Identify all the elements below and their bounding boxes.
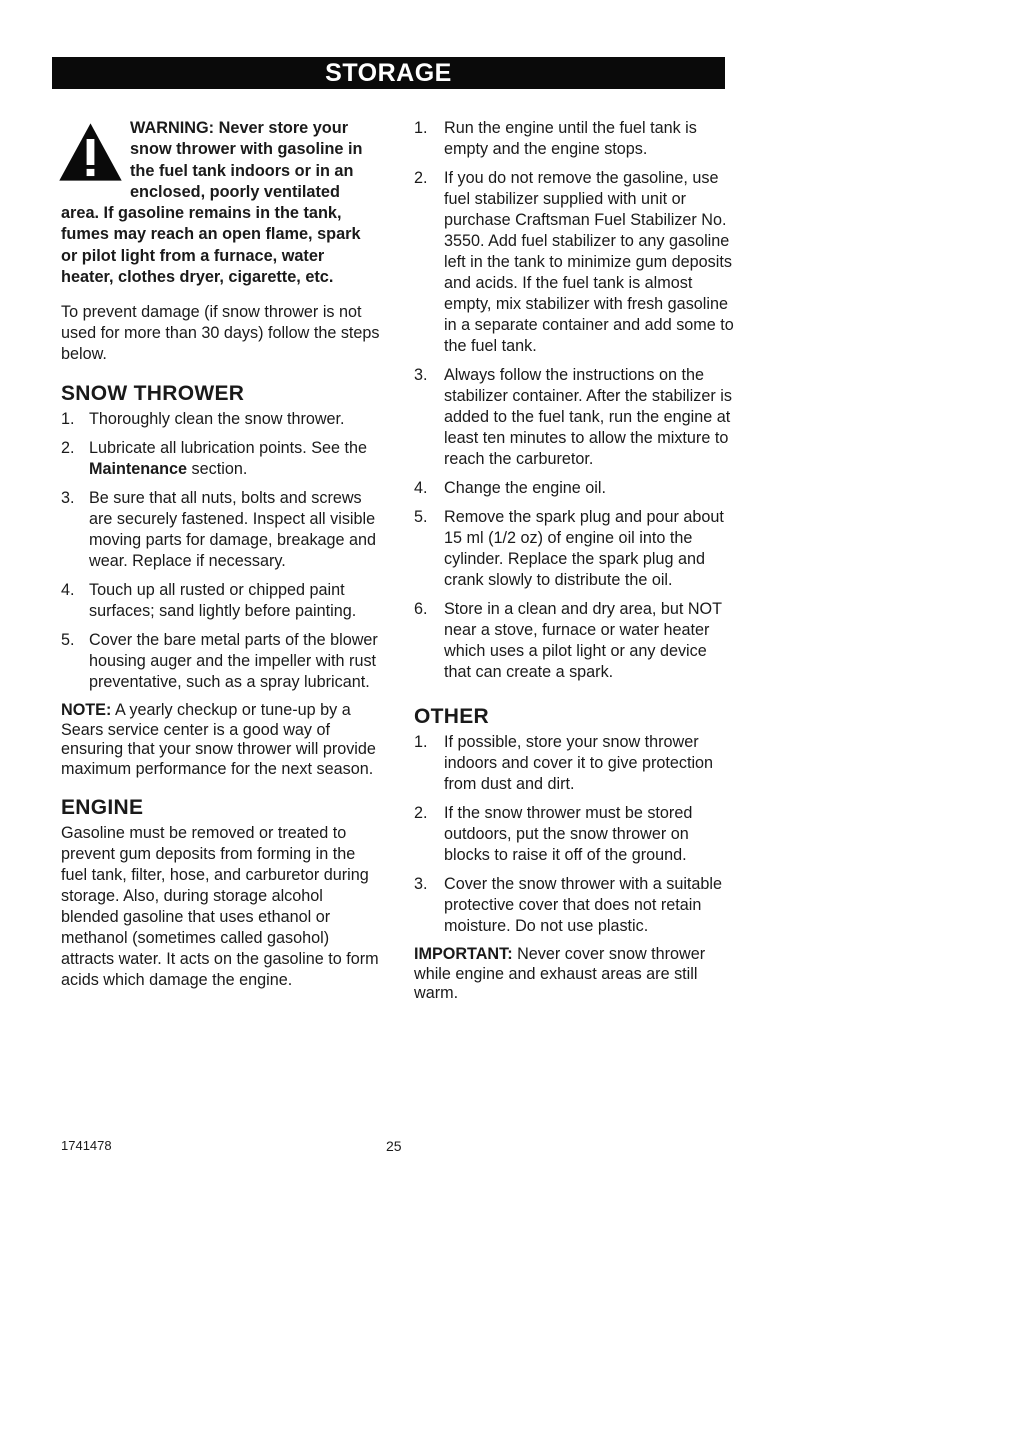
engine-paragraph: Gasoline must be removed or treated to prevent gum deposits from forming in the fuel tank, filter, hose, and carburetor during storage. Also, during storage alcohol blended gasoline that uses ethanol or methanol (sometimes called gasohol) attracts water. It acts on the gasoline to form acids which damage the engine. — [61, 824, 379, 990]
maintenance-reference: Maintenance — [89, 460, 188, 479]
list-item: 3. Always follow the instructions on the stabilizer container. After the stabilizer is added to the fuel tank, run the engine at least ten minutes to allow the mixture to reach the carburetor. — [414, 366, 732, 468]
intro-paragraph: To prevent damage (if snow thrower is not used for more than 30 days) follow the steps below. — [61, 303, 380, 364]
list-item: 1. If possible, store your snow thrower indoors and cover it to give protection from dust and dirt. — [414, 733, 714, 793]
list-item: 2. Lubricate all lubrication points. See the Maintenance section. — [61, 439, 368, 479]
engine-heading: ENGINE — [61, 796, 144, 820]
list-item: 4. Touch up all rusted or chipped paint surfaces; sand lightly before painting. — [61, 581, 357, 621]
note-paragraph: NOTE: A yearly checkup or tune-up by a Sears service center is a good way of ensuring that your snow thrower will provide maximum performance for the next season. — [61, 701, 376, 778]
list-item: 3. Cover the snow thrower with a suitable protective cover that does not retain moisture. Do not use plastic. — [414, 875, 723, 935]
storage-banner: STORAGE — [52, 57, 725, 89]
list-item: 1. Run the engine until the fuel tank is empty and the engine stops. — [414, 119, 697, 158]
list-item: 5. Remove the spark plug and pour about 15 ml (1/2 oz) of engine oil into the cylinder. Replace the spark plug and crank slowly to distribute the oil. — [414, 508, 724, 589]
important-paragraph: IMPORTANT: Never cover snow thrower while engine and exhaust areas are still warm. — [414, 945, 706, 1002]
note-label: NOTE: — [61, 701, 112, 720]
list-item: 4. Change the engine oil. — [414, 479, 607, 497]
list-item: 1. Thoroughly clean the snow thrower. — [61, 410, 345, 429]
list-item: 6. Store in a clean and dry area, but NOT near a stove, furnace or water heater which uses a pilot light or any device that can create a spark. — [414, 600, 722, 681]
snow-thrower-steps — [61, 409, 381, 693]
list-item: 2. If you do not remove the gasoline, use fuel stabilizer supplied with unit or purchase Craftsman Fuel Stabilizer No. 3550. Add fuel stabilizer to any gasoline left in the tank to minimize gum deposits and acids. If the fuel tank is almost empty, mix stabilizer with fresh gasoline in a separate container and add some to the fuel tank. — [414, 169, 734, 355]
warning-text: WARNING: Never store your snow thrower with gasoline in the fuel tank indoors or in an enclosed, poorly ventilated area. If gasoline remains in the tank, fumes may reach an open flame, spark or pilot light from a furnace, water heater, clothes dryer, cigarette, etc. — [61, 119, 363, 287]
right-column — [414, 118, 736, 1004]
other-heading: OTHER — [414, 705, 489, 728]
list-item: 5. Cover the bare metal parts of the blower housing auger and the impeller with rust preventative, such as a spray lubricant. — [61, 631, 378, 692]
other-steps — [414, 732, 736, 937]
snow-thrower-heading: SNOW THROWER — [61, 382, 245, 406]
warning-triangle-icon — [58, 122, 123, 182]
warning-block — [61, 118, 381, 288]
left-column — [61, 118, 381, 991]
list-item: 2. If the snow thrower must be stored outdoors, put the snow thrower on blocks to raise it off of the ground. — [414, 804, 693, 864]
important-label: IMPORTANT: — [414, 945, 513, 963]
list-item: 3. Be sure that all nuts, bolts and screws are securely fastened. Inspect all visible moving parts for damage, breakage and wear. Replace if necessary. — [61, 489, 377, 571]
engine-steps — [414, 118, 736, 683]
document-id: 1741478 — [61, 1138, 112, 1153]
page-number: 25 — [386, 1138, 402, 1154]
